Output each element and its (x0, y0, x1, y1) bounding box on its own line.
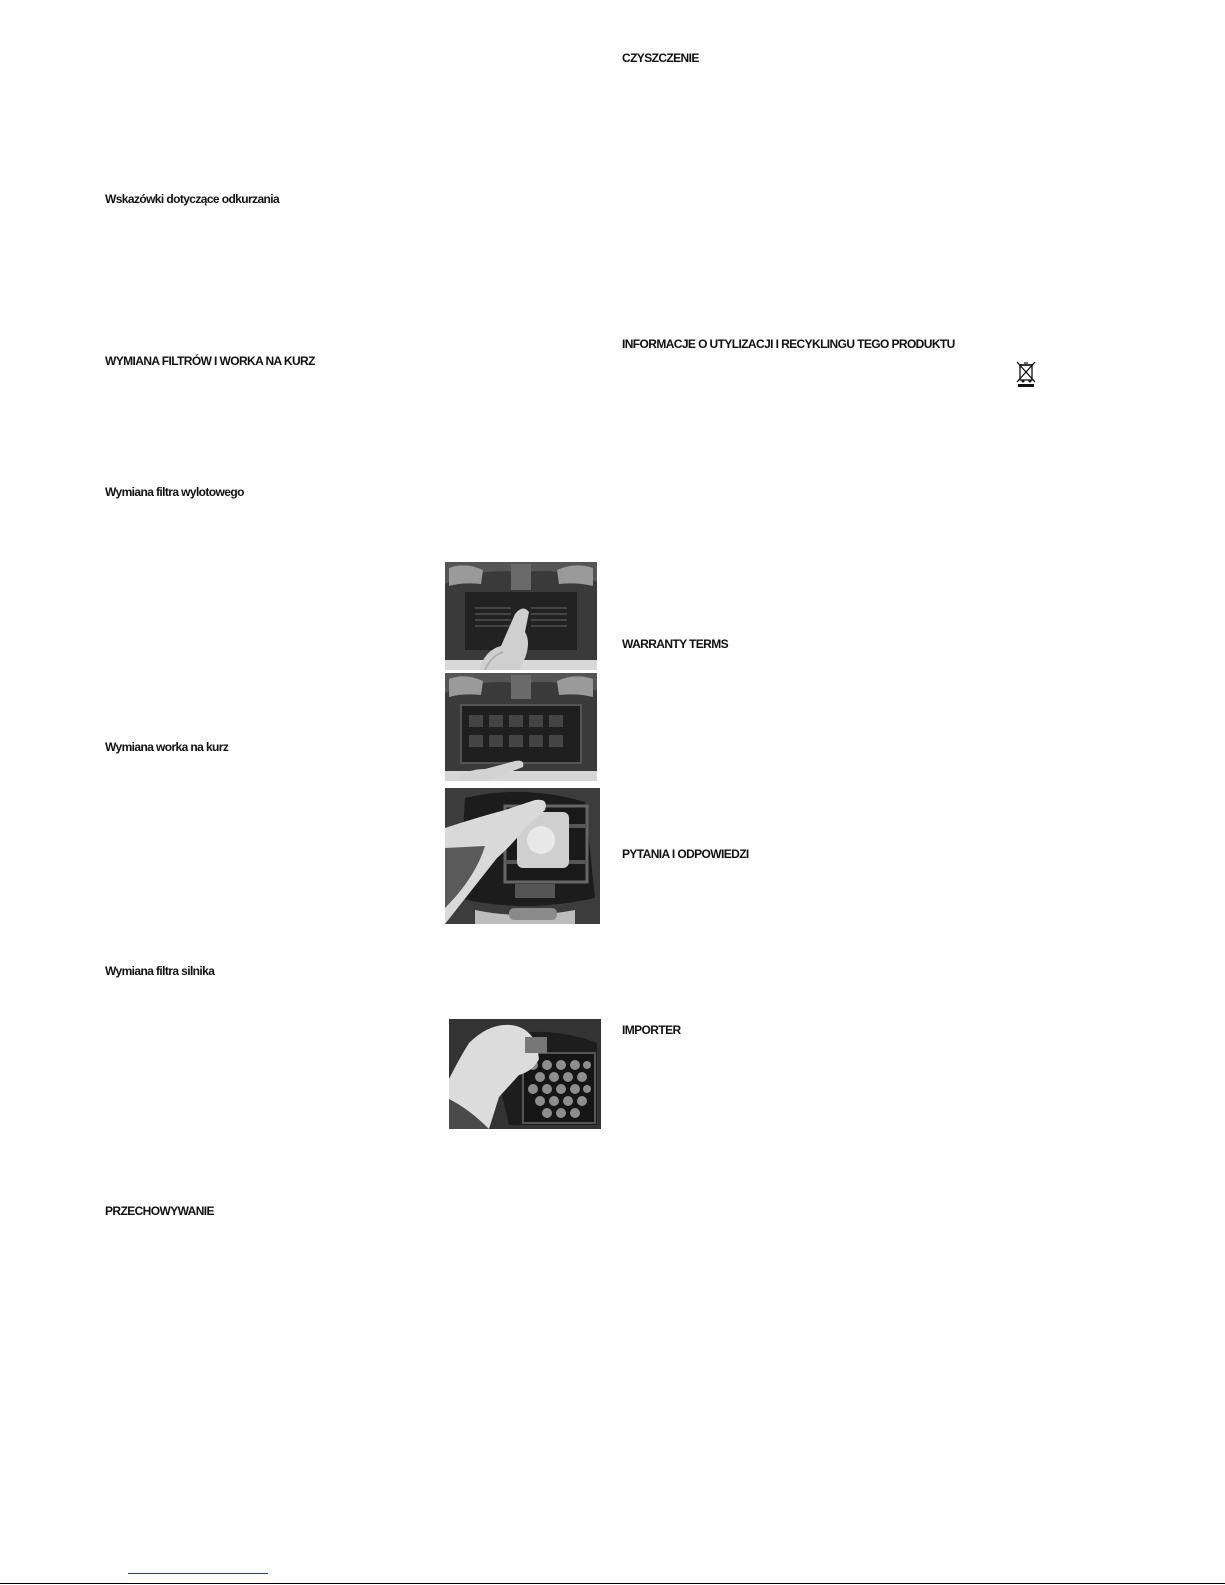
heading-motor-filter: Wymiana filtra silnika (105, 964, 215, 978)
dust-bag-removal-photo (445, 788, 600, 924)
heading-disposal-recycling: INFORMACJE O UTYLIZACJI I RECYKLINGU TEGO PRODUKTU (622, 337, 955, 351)
page-bottom-rule (0, 1583, 1225, 1584)
heading-replace-filters-and-bag: WYMIANA FILTRÓW I WORKA NA KURZ (105, 354, 315, 368)
heading-vacuuming-tips: Wskazówki dotyczące odkurzania (105, 192, 280, 206)
heading-warranty-terms: WARRANTY TERMS (622, 637, 729, 651)
footnote-separator (128, 1573, 268, 1574)
heading-outlet-filter: Wymiana filtra wylotowego (105, 485, 244, 499)
outlet-filter-grille-open-photo (445, 673, 597, 781)
heading-storage: PRZECHOWYWANIE (105, 1204, 214, 1218)
heading-faq: PYTANIA I ODPOWIEDZI (622, 847, 749, 861)
heading-dust-bag: Wymiana worka na kurz (105, 740, 229, 754)
motor-filter-removal-photo (449, 1019, 601, 1129)
heading-cleaning: CZYSZCZENIE (622, 51, 699, 65)
heading-importer: IMPORTER (622, 1023, 681, 1037)
outlet-filter-press-photo (445, 562, 597, 670)
crossed-out-wheelie-bin-icon (1015, 360, 1037, 388)
